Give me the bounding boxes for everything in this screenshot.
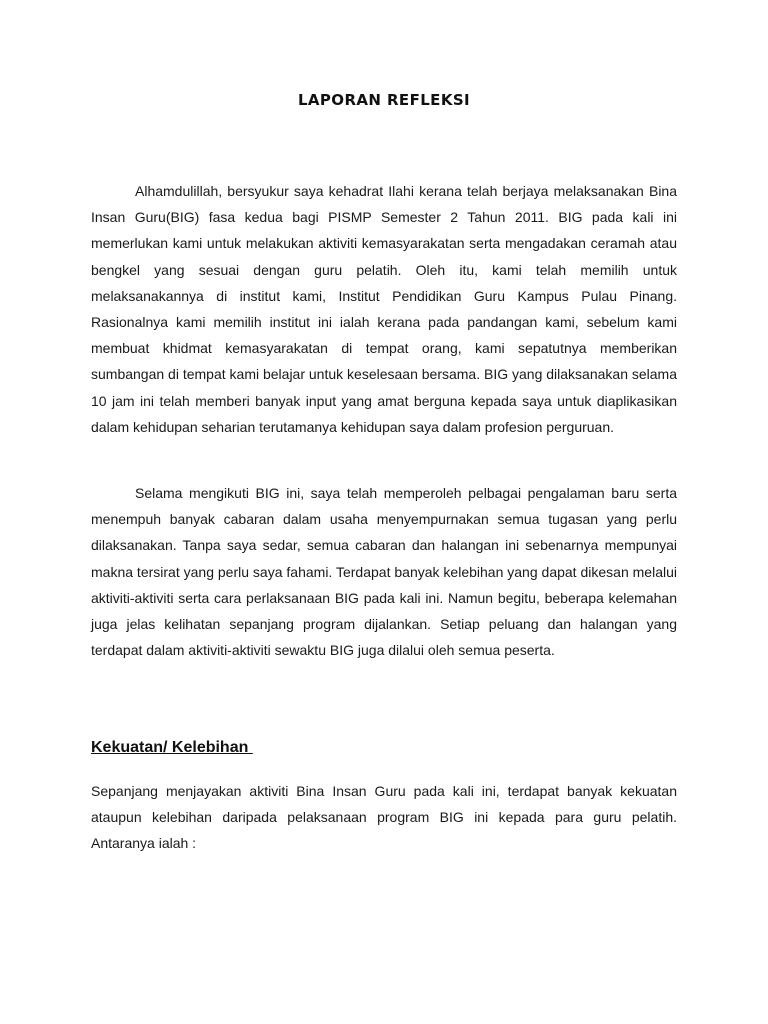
document-title: LAPORAN REFLEKSI [297,91,471,109]
intro-paragraph: Alhamdulillah, bersyukur saya kehadrat Ilahi kerana telah berjaya melaksanakan Bina Insan Guru(BIG) fasa kedua bagi PISMP Semester 2 Tahun 2011. BIG pada kali ini memerlukan kami untuk melakukan aktiviti kemasyarakatan serta mengadakan ceramah atau bengkel yang sesuai dengan guru pelatih. Oleh itu, kami telah memilih untuk melaksanakannya di institut kami, Institut Pendidikan Guru Kampus Pulau Pinang. Rasionalnya kami memilih institut ini ialah kerana pada pandangan kami, sebelum kami membuat khidmat kemasyarakatan di tempat orang, kami sepatutnya memberikan sumbangan di tempat kami belajar untuk keselesaan bersama. BIG yang dilaksanakan selama 10 jam ini telah memberi banyak input yang amat berguna kepada saya untuk diaplikasikan dalam kehidupan seharian terutamanya kehidupan saya dalam profesion perguruan. [91,183,677,435]
section-paragraph: Sepanjang menjayakan aktiviti Bina Insan Guru pada kali ini, terdapat banyak kekuatan ataupun kelebihan daripada pelaksanaan program BIG ini kepada para guru pelatih. Antaranya ialah : [91,783,677,852]
experience-paragraph: Selama mengikuti BIG ini, saya telah memperoleh pelbagai pengalaman baru serta menempuh banyak cabaran dalam usaha menyempurnakan semua tugasan yang perlu dilaksanakan. Tanpa saya sedar, semua cabaran dan halangan ini sebenarnya mempunyai makna tersirat yang perlu saya fahami. Terdapat banyak kelebihan yang dapat dikesan melalui aktiviti-aktiviti serta cara perlaksanaan BIG pada kali ini. Namun begitu, beberapa kelemahan juga jelas kelihatan sepanjang program dijalankan. Setiap peluang dan halangan yang terdapat dalam aktiviti-aktiviti sewaktu BIG juga dilalui oleh semua peserta. [91,485,677,659]
section-heading: Kekuatan/ Kelebihan [91,739,253,756]
